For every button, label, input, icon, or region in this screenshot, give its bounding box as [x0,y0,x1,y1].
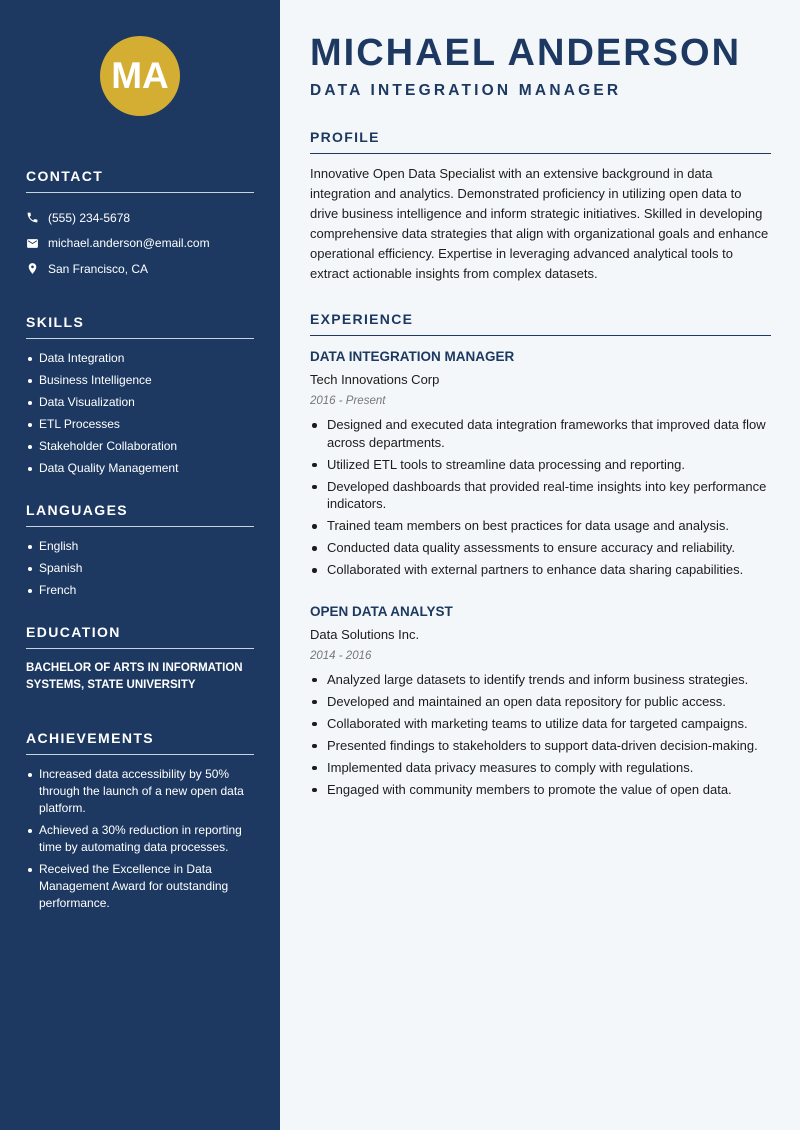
job-bullet: Collaborated with external partners to enhance data sharing capabilities. [310,561,771,579]
achievements-list [26,766,254,912]
job-bullet: Analyzed large datasets to identify trends and inform business strategies. [310,671,771,689]
education-section [26,624,254,694]
sidebar [0,0,280,1130]
job-dates: 2016 - Present [310,395,386,407]
location-pin-icon [26,262,48,275]
skills-list [26,350,254,477]
skills-section [26,314,254,477]
job-title: DATA INTEGRATION MANAGER [310,349,515,364]
avatar [100,36,180,116]
contact-email [26,231,254,257]
job-bullet: Trained team members on best practices for data usage and analysis. [310,517,771,535]
job-bullet: Developed dashboards that provided real-time insights into key performance indicators. [310,478,771,513]
email-text[interactable]: michael.anderson@email.com [48,236,210,251]
languages-list [26,538,254,599]
job-bullet: Collaborated with marketing teams to utilize data for targeted campaigns. [310,715,771,733]
contact-heading: CONTACT [26,168,254,193]
job-company: Tech Innovations Corp [310,372,440,387]
job-bullet: Engaged with community members to promote the value of open data. [310,781,771,799]
contact-list [26,205,254,282]
achievement-item: Increased data accessibility by 50% through the launch of a new open data platform. [26,766,254,817]
skill-item: Stakeholder Collaboration [26,438,254,455]
achievement-item: Achieved a 30% reduction in reporting time by automating data processes. [26,822,254,856]
job-title: OPEN DATA ANALYST [310,603,453,619]
profile-text: Innovative Open Data Specialist with an extensive background in data integration and analytics. Demonstrated proficiency in utilizing open data to drive business intelligence and inform strategic initiatives. Skilled in developing comprehensive data strategies that align with organizational goals and enhance operational efficiency. Expertise in leveraging advanced analytical tools to extract actionable insights from complex datasets. [310,166,769,281]
achievements-section [26,730,254,912]
contact-phone [26,205,254,231]
candidate-name: MICHAEL ANDERSON [310,32,742,74]
experience-heading: EXPERIENCE [310,311,771,336]
phone-icon [26,211,48,224]
languages-heading: LANGUAGES [26,502,254,527]
job-bullet: Developed and maintained an open data repository for public access. [310,693,771,711]
contact-section [26,168,254,282]
job-bullets [310,671,771,799]
job-company: Data Solutions Inc. [310,626,420,642]
profile-section [310,129,771,284]
skill-item: ETL Processes [26,416,254,433]
language-item: Spanish [26,560,254,577]
candidate-role: DATA INTEGRATION MANAGER [310,82,622,99]
job-entry [310,348,771,579]
job-bullets [310,416,771,579]
main-content [280,0,800,1130]
skill-item: Data Visualization [26,394,254,411]
job-bullet: Conducted data quality assessments to ensure accuracy and reliability. [310,539,771,557]
achievement-item: Received the Excellence in Data Management Award for outstanding performance. [26,861,254,912]
job-bullet: Designed and executed data integration frameworks that improved data flow across departments. [310,416,771,451]
avatar-initials: MA [111,55,169,96]
experience-section [310,311,771,798]
skill-item: Data Quality Management [26,460,254,477]
location-text: San Francisco, CA [48,261,149,276]
job-bullet: Presented findings to stakeholders to support data-driven decision-making. [310,737,771,755]
phone-text[interactable]: (555) 234-5678 [48,210,131,225]
job-entry [310,603,771,799]
profile-heading: PROFILE [310,129,771,154]
education-degree: BACHELOR OF ARTS IN INFORMATION SYSTEMS, STATE UNIVERSITY [26,661,243,691]
language-item: English [26,538,254,555]
skill-item: Data Integration [26,350,254,367]
skill-item: Business Intelligence [26,372,254,389]
contact-location [26,256,254,282]
skills-heading: SKILLS [26,314,254,339]
education-heading: EDUCATION [26,624,254,649]
language-item: French [26,582,254,599]
achievements-heading: ACHIEVEMENTS [26,730,254,755]
job-bullet: Implemented data privacy measures to comply with regulations. [310,759,771,777]
email-icon [26,237,48,250]
job-bullet: Utilized ETL tools to streamline data processing and reporting. [310,456,771,474]
job-dates: 2014 - 2016 [310,649,372,662]
languages-section [26,502,254,599]
